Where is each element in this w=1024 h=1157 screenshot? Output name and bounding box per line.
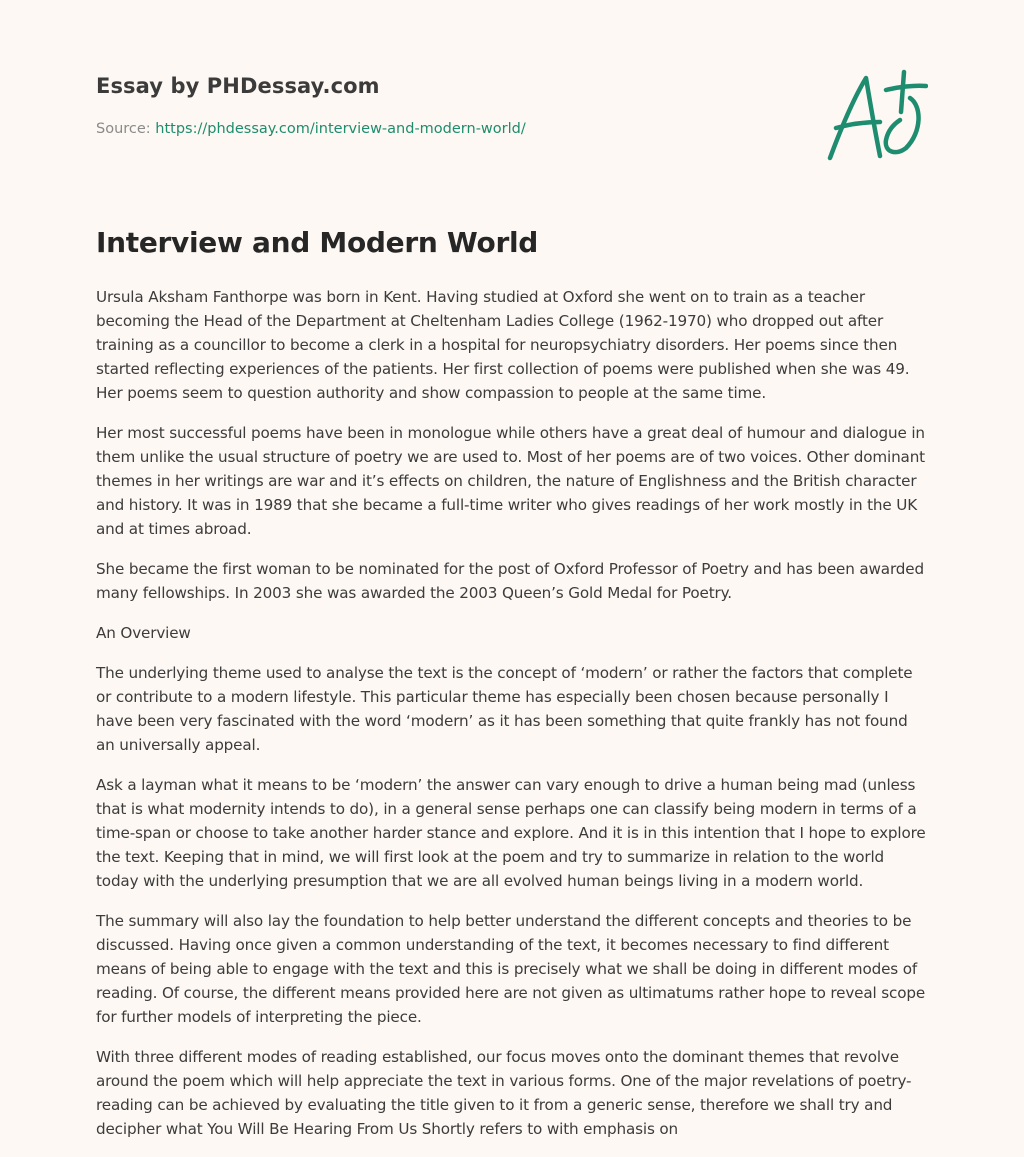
article-paragraph: She became the first woman to be nominated for the post of Oxford Professor of Poetry and has been awarded many fellowships. In 2003 she was awarded the 2003 Queen’s Gold Medal for Poetry. xyxy=(96,560,924,602)
a-plus-logo-svg xyxy=(822,66,928,166)
article-body xyxy=(96,285,926,1157)
article-title: Interview and Modern World xyxy=(96,226,539,259)
article-paragraph: With three different modes of reading established, our focus moves onto the dominant themes that revolve around the poem which will help appreciate the text in various forms. One of the major revelations of poetry-reading can be achieved by evaluating the title given to it from a generic sense, therefore we shall try and decipher what You Will Be Hearing From Us Shortly refers to with emphasis on xyxy=(96,1048,912,1138)
article-paragraph: Ask a layman what it means to be ‘modern’ the answer can vary enough to drive a human being mad (unless that is what modernity intends to do), in a general sense perhaps one can classify being modern in terms of a time-span or choose to take another harder stance and explore. And it is in this intention that I hope to explore the text. Keeping that in mind, we will first look at the poem and try to summarize in relation to the world today with the underlying presumption that we are all evolved human beings living in a modern world. xyxy=(96,776,926,890)
a-plus-logo-icon xyxy=(822,66,928,166)
article-paragraph: The summary will also lay the foundation to help better understand the different concepts and theories to be discussed. Having once given a common understanding of the text, it becomes necessary to find different means of being able to engage with the text and this is precisely what we shall be doing in different modes of reading. Of course, the different means provided here are not given as ultimatums rather hope to reveal scope for further models of interpreting the piece. xyxy=(96,912,926,1026)
site-brand: Essay by PHDessay.com xyxy=(96,74,380,98)
source-label: Source: xyxy=(96,121,151,137)
article-paragraph: Ursula Aksham Fanthorpe was born in Kent. Having studied at Oxford she went on to train as a teacher becoming the Head of the Department at Cheltenham Ladies College (1962-1970) who dropped out after training as a councillor to become a clerk in a hospital for neuropsychiatry disorders. Her poems since then started reflecting experiences of the patients. Her first collection of poems were published when she was 49. Her poems seem to question authority and show compassion to people at the same time. xyxy=(96,288,910,402)
source-line xyxy=(96,121,796,137)
source-link[interactable]: https://phdessay.com/interview-and-modern-world/ xyxy=(155,121,526,137)
article-paragraph: Her most successful poems have been in monologue while others have a great deal of humour and dialogue in them unlike the usual structure of poetry we are used to. Most of her poems are of two voices. Other dominant themes in her writings are war and it’s effects on children, the nature of Englishness and the British character and history. It was in 1989 that she became a full-time writer who gives readings of her work mostly in the UK and at times abroad. xyxy=(96,424,925,538)
article-paragraph: The underlying theme used to analyse the text is the concept of ‘modern’ or rather the factors that complete or contribute to a modern lifestyle. This particular theme has especially been chosen because personally I have been very fascinated with the word ‘modern’ as it has been something that quite frankly has not found an universally appeal. xyxy=(96,664,913,754)
section-heading: An Overview xyxy=(96,624,191,642)
page-header xyxy=(96,74,796,137)
